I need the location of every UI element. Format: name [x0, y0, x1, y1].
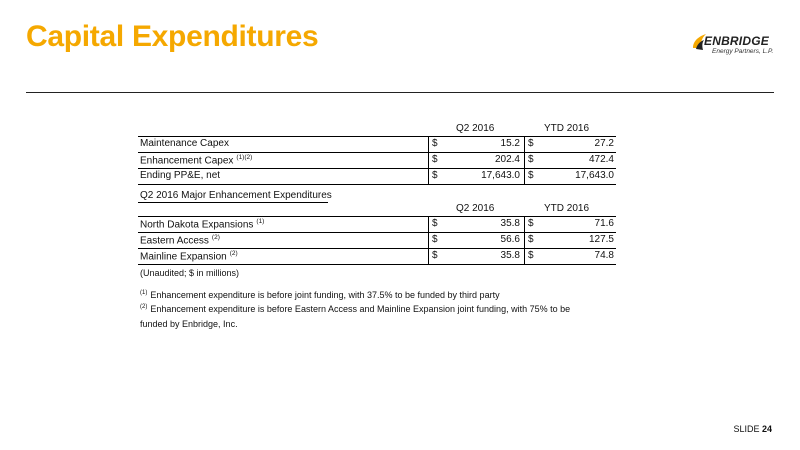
table-row [138, 249, 616, 264]
ytd-value: 27.2 [594, 138, 614, 149]
q2-value: 35.8 [500, 250, 520, 261]
ytd-value: 17,643.0 [575, 170, 614, 181]
title-divider [26, 92, 774, 93]
column-divider [524, 137, 525, 185]
currency-symbol: $ [528, 218, 534, 229]
currency-symbol: $ [432, 154, 438, 165]
enbridge-logo [690, 32, 786, 62]
page-title: Capital Expenditures [26, 20, 319, 53]
column-header-ytd: YTD 2016 [544, 203, 590, 214]
currency-symbol: $ [432, 250, 438, 261]
footnote: $^{(2)}$ Enhancement expenditure is before Eastern Access and Mainline Expansion joint funding, with 75% to be [140, 304, 571, 314]
currency-symbol: $ [528, 138, 534, 149]
table-row [138, 233, 616, 248]
ytd-value: 71.6 [594, 218, 614, 229]
column-divider [428, 217, 429, 265]
column-divider [428, 137, 429, 185]
currency-symbol: $ [432, 170, 438, 181]
row-label: Enhancement Capex $^{(1)(2)}$ [140, 154, 253, 167]
row-label: Maintenance Capex [140, 138, 229, 149]
currency-symbol: $ [528, 234, 534, 245]
column-header-ytd: YTD 2016 [544, 123, 590, 134]
currency-symbol: $ [528, 250, 534, 261]
table-row [138, 169, 616, 184]
table-bottom-line [138, 264, 616, 265]
ytd-value: 74.8 [594, 250, 614, 261]
footnote-ref: (2) [229, 250, 238, 257]
footnote-marker: (1) [140, 290, 148, 296]
q2-value: 15.2 [500, 138, 520, 149]
logo-subtext: Energy Partners, L.P. [712, 48, 774, 55]
table-bottom-line [138, 184, 616, 185]
ytd-value: 127.5 [588, 234, 614, 245]
row-label: North Dakota Expansions $^{(1)}$ [140, 218, 265, 231]
currency-symbol: $ [528, 154, 534, 165]
section-title-line [138, 202, 328, 203]
slide-number: SLIDE 24 [733, 424, 772, 434]
footnote-ref: (1)(2) [236, 154, 253, 161]
column-header-q2: Q2 2016 [456, 203, 495, 214]
column-divider [524, 217, 525, 265]
currency-symbol: $ [432, 234, 438, 245]
column-header-q2: Q2 2016 [456, 123, 495, 134]
currency-symbol: $ [528, 170, 534, 181]
footnote-marker: (2) [140, 304, 148, 310]
q2-value: 17,643.0 [481, 170, 520, 181]
q2-value: 56.6 [500, 234, 520, 245]
row-label: Ending PP&E, net [140, 170, 221, 181]
ytd-value: 472.4 [588, 154, 614, 165]
table-row [138, 217, 616, 232]
table-row [138, 137, 616, 152]
footnote-ref: (2) [211, 234, 220, 241]
q2-value: 202.4 [494, 154, 520, 165]
footnote: funded by Enbridge, Inc. [140, 319, 238, 329]
footnote-ref: (1) [256, 218, 265, 225]
section-title: Q2 2016 Major Enhancement Expenditures [140, 190, 332, 201]
row-label: Mainline Expansion $^{(2)}$ [140, 250, 238, 263]
logo-wordmark: ENBRIDGE [704, 34, 769, 48]
currency-symbol: $ [432, 218, 438, 229]
currency-symbol: $ [432, 138, 438, 149]
q2-value: 35.8 [500, 218, 520, 229]
footnote: $^{(1)}$ Enhancement expenditure is before joint funding, with 37.5% to be funded by third party [140, 290, 500, 300]
unaudited-note: (Unaudited; $ in millions) [140, 268, 240, 278]
table-row [138, 153, 616, 168]
row-label: Eastern Access $^{(2)}$ [140, 234, 220, 247]
